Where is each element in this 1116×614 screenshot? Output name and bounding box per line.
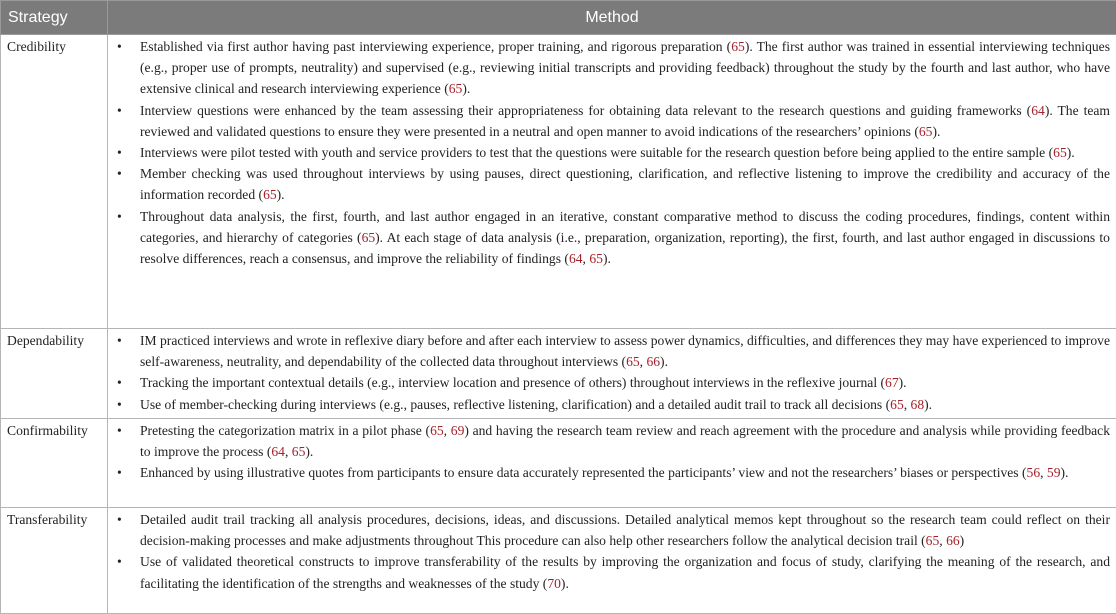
reference-link[interactable]: 65 [926, 533, 940, 548]
method-text: ). [924, 397, 932, 412]
reference-link[interactable]: 69 [451, 423, 465, 438]
method-list-item [108, 372, 1110, 393]
method-list [108, 509, 1110, 594]
method-text: ). [305, 444, 313, 459]
method-cell [108, 35, 1116, 329]
method-list-item [108, 100, 1110, 142]
method-list-item [108, 509, 1110, 551]
method-text: ). The team reviewed and validated questions to ensure they were presented in a neutral and open manner to avoid indications of the researchers’ opinions ( [140, 103, 1110, 139]
method-text: , [904, 397, 911, 412]
method-text: ). [462, 81, 470, 96]
method-text: ) and having the research team review and reach agreement with the procedure and analysis while providing feedback to improve the process ( [140, 423, 1110, 459]
method-text: ). [277, 187, 285, 202]
method-cell [108, 508, 1116, 614]
method-text: ). [561, 576, 569, 591]
reference-link[interactable]: 64 [569, 251, 583, 266]
reference-link[interactable]: 65 [890, 397, 904, 412]
method-text: ) [960, 533, 965, 548]
strategy-cell: Credibility [1, 35, 108, 329]
method-list-item [108, 206, 1110, 270]
method-text: Enhanced by using illustrative quotes from participants to ensure data accurately represented the participants’ view and not the researchers’ biases or perspectives ( [140, 465, 1027, 480]
method-list-item [108, 330, 1110, 372]
method-text: , [640, 354, 647, 369]
reference-link[interactable]: 59 [1047, 465, 1061, 480]
method-text: ). At each stage of data analysis (i.e., preparation, organization, reporting), the first, fourth, and last author engaged in discussions to resolve differences, reach a consensus, and improve the reliability of findings ( [140, 230, 1110, 266]
method-text: Tracking the important contextual details (e.g., interview location and presence of others) throughout interviews in the reflexive journal ( [140, 375, 885, 390]
method-text: , [583, 251, 590, 266]
method-text: Established via first author having past interviewing experience, proper training, and rigorous preparation ( [140, 39, 731, 54]
method-cell [108, 329, 1116, 419]
reference-link[interactable]: 66 [646, 354, 660, 369]
reference-link[interactable]: 65 [362, 230, 376, 245]
strategy-column-header: Strategy [1, 1, 108, 35]
reference-link[interactable]: 65 [1053, 145, 1067, 160]
reference-link[interactable]: 65 [263, 187, 277, 202]
method-list-item [108, 551, 1110, 593]
reference-link[interactable]: 64 [1031, 103, 1045, 118]
method-text: , [444, 423, 451, 438]
table-row-transferability [1, 508, 1116, 614]
method-text: ). [1061, 465, 1069, 480]
reference-link[interactable]: 65 [626, 354, 640, 369]
method-text: ). [899, 375, 907, 390]
method-column-header: Method [108, 1, 1116, 35]
table-row-confirmability [1, 419, 1116, 508]
table-row-credibility [1, 35, 1116, 329]
reference-link[interactable]: 64 [271, 444, 285, 459]
reference-link[interactable]: 65 [919, 124, 933, 139]
reference-link[interactable]: 68 [911, 397, 925, 412]
method-cell [108, 419, 1116, 508]
strategy-cell: Transferability [1, 508, 108, 614]
method-list-item [108, 420, 1110, 462]
method-text: , [939, 533, 946, 548]
reference-link[interactable]: 65 [430, 423, 444, 438]
reference-link[interactable]: 66 [946, 533, 960, 548]
method-text: Member checking was used throughout interviews by using pauses, direct questioning, clarification, and reflective listening to improve the credibility and accuracy of the information recorded ( [140, 166, 1110, 202]
method-text: Throughout data analysis, the first, fourth, and last author engaged in an iterative, constant comparative method to discuss the coding procedures, findings, content within categories, and hierarchy of categories ( [140, 209, 1110, 245]
reference-link[interactable]: 70 [547, 576, 561, 591]
strategy-cell: Confirmability [1, 419, 108, 508]
method-text: Use of validated theoretical constructs to improve transferability of the results by improving the organization and focus of study, clarifying the meaning of the research, and facilitating the identification of the strengths and weaknesses of the study ( [140, 554, 1110, 590]
method-list-item [108, 462, 1110, 483]
method-text: , [1040, 465, 1047, 480]
reference-link[interactable]: 65 [292, 444, 306, 459]
method-list [108, 420, 1110, 484]
strategy-cell: Dependability [1, 329, 108, 419]
method-text: Use of member-checking during interviews (e.g., pauses, reflective listening, clarification) and a detailed audit trail to track all decisions ( [140, 397, 890, 412]
method-text: ). The first author was trained in essential interviewing techniques (e.g., proper use of prompts, neutrality) and supervised (e.g., reviewing initial transcripts and providing feedback) throughout the study by the fourth and last author, who have extensive clinical and research interviewing experience ( [140, 39, 1110, 96]
method-list [108, 36, 1110, 269]
method-list [108, 330, 1110, 415]
method-text: ). [603, 251, 611, 266]
table-header-row [1, 1, 1116, 35]
method-text: Detailed audit trail tracking all analysis procedures, decisions, ideas, and discussions. Detailed analytical memos kept throughout so the research team could reflect on their decision-making processes and make adjustments throughout This procedure can also help other researchers follow the analytical decision trail ( [140, 512, 1110, 548]
method-text: ). [1067, 145, 1075, 160]
method-list-item [108, 394, 1110, 415]
method-text: ). [660, 354, 668, 369]
method-text: Pretesting the categorization matrix in a pilot phase ( [140, 423, 430, 438]
table-row-dependability [1, 329, 1116, 419]
method-list-item [108, 36, 1110, 100]
reference-link[interactable]: 65 [731, 39, 745, 54]
method-text: Interviews were pilot tested with youth and service providers to test that the questions were suitable for the research question before being applied to the entire sample ( [140, 145, 1053, 160]
method-text: Interview questions were enhanced by the team assessing their appropriateness for obtaining data relevant to the research questions and guiding frameworks ( [140, 103, 1031, 118]
method-text: ). [932, 124, 940, 139]
method-list-item [108, 163, 1110, 205]
reference-link[interactable]: 65 [589, 251, 603, 266]
method-text: , [285, 444, 292, 459]
method-list-item [108, 142, 1110, 163]
reference-link[interactable]: 65 [449, 81, 463, 96]
reference-link[interactable]: 56 [1027, 465, 1041, 480]
method-text: IM practiced interviews and wrote in reflexive diary before and after each interview to assess power dynamics, difficulties, and differences they may have experienced to improve self-awareness, neutrality, and dependability of the collected data throughout interviews ( [140, 333, 1110, 369]
reference-link[interactable]: 67 [885, 375, 899, 390]
